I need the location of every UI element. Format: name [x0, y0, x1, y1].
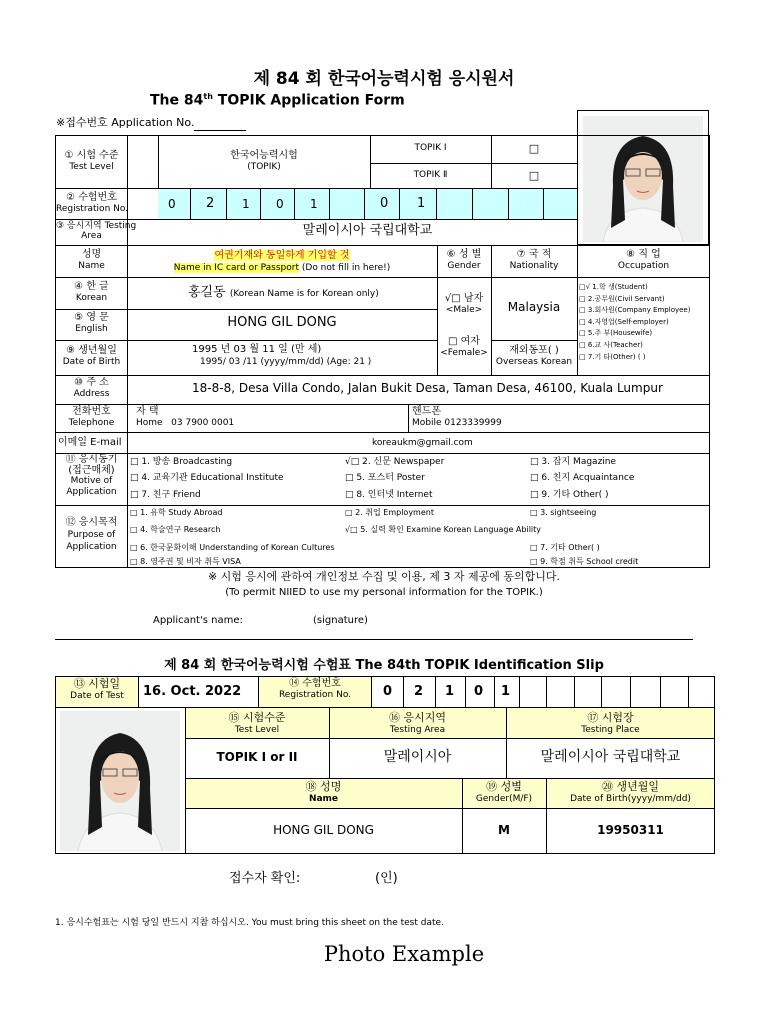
slip-name-value: HONG GIL DONG	[273, 823, 374, 837]
slip-registration-label: ⑭ 수험번호 Registration No.	[278, 678, 352, 700]
slip-level-label: ⑮ 시험수준 Test Level	[228, 711, 286, 735]
dob-label: ⑨ 생년월일 Date of Birth	[62, 345, 121, 367]
slip-gender-label: ⑲ 성별 Gender(M/F)	[475, 780, 533, 804]
purpose-option[interactable]: □ 9. 학점 취득 School credit	[530, 557, 639, 566]
test-level-label: ① 시험 수준 Test Level	[64, 150, 119, 172]
date-of-test-label: ⑬ 시험일 Date of Test	[70, 677, 124, 701]
slip-reg-digit: 2	[414, 684, 424, 699]
application-no-line	[194, 130, 246, 131]
registration-label: ② 수험번호 Registration No.	[56, 192, 129, 214]
slip-dob-value: 19950311	[597, 823, 664, 837]
slip-reg-digit: 0	[383, 684, 393, 699]
slip-place-value: 말레이시아 국립대학교	[540, 749, 681, 765]
divider	[55, 639, 693, 640]
purpose-option[interactable]: □ 7. 기타 Other( )	[530, 543, 600, 552]
name-label: 성명 Name	[78, 249, 105, 271]
purpose-option[interactable]: □ 1. 유학 Study Abroad	[130, 508, 223, 517]
slip-title: 제 84 회 한국어능력시험 수험표 The 84th TOPIK Identification Slip	[164, 658, 604, 673]
test-name: 한국어능력시험 (TOPIK)	[230, 150, 298, 172]
occupation-option[interactable]: □ 7.기 타(Other) ( )	[579, 352, 646, 361]
application-no-label: ※접수번호 Application No.	[56, 116, 195, 129]
purpose-option[interactable]: □ 8. 영주권 및 비자 취득 VISA	[130, 557, 241, 566]
slip-place-label: ⑰ 시험장 Testing Place	[581, 711, 640, 735]
reg-digit: 0	[168, 197, 176, 211]
motive-option[interactable]: □ 6. 친지 Acquaintance	[530, 473, 635, 483]
testing-area-label: ③ 응시지역 Testing Area	[56, 221, 137, 242]
purpose-option[interactable]: □ 4. 학술연구 Research	[130, 525, 221, 534]
date-of-test-value: 16. Oct. 2022	[143, 684, 242, 699]
slip-reg-digit: 1	[501, 684, 511, 699]
slip-area-label: ⑯ 응시지역 Testing Area	[388, 711, 446, 735]
home-phone: 자 택 Home 03 7900 0001	[136, 406, 235, 428]
topik2-label: TOPIK Ⅱ	[413, 170, 448, 180]
motive-option[interactable]: □ 5. 포스터 Poster	[345, 473, 425, 483]
slip-photo	[60, 711, 180, 851]
slip-reg-digit: 0	[474, 684, 484, 699]
reg-digit: 1	[242, 197, 250, 211]
slip-level-value: TOPIK I or II	[216, 750, 298, 764]
slip-dob-label: ⑳ 생년월일 Date of Birth(yyyy/mm/dd)	[570, 780, 691, 804]
email-value: koreaukm@gmail.com	[372, 438, 473, 448]
purpose-label: ⑫ 응시목적 Purpose of Application	[65, 517, 118, 552]
nationality-label: ⑦ 국 적 Nationality	[509, 249, 559, 271]
gender-label: ⑥ 성 별 Gender	[446, 249, 482, 271]
mobile-phone: 핸드폰 Mobile 0123339999	[412, 406, 502, 428]
slip-area-value: 말레이시아	[383, 749, 452, 765]
occupation-option[interactable]: □ 3.회사원(Company Employee)	[579, 306, 691, 315]
reg-digit: 2	[206, 196, 215, 211]
topik2-checkbox[interactable]: □	[528, 169, 540, 182]
consent-english: (To permit NIIED to use my personal information for the TOPIK.)	[225, 587, 543, 598]
form-title-korean: 제 84 회 한국어능력시험 응시원서	[253, 69, 515, 89]
signature-label[interactable]: (signature)	[313, 615, 368, 626]
english-name-value: HONG GIL DONG	[227, 315, 337, 330]
slip-name-label: ⑱ 성명 Name	[305, 780, 342, 804]
slip-reg-digit: 1	[445, 684, 455, 699]
motive-option[interactable]: □ 3. 잡지 Magazine	[530, 457, 617, 467]
gender-female[interactable]: □ 여자 <Female>	[440, 336, 488, 358]
purpose-option[interactable]: □ 3. sightseeing	[530, 508, 597, 517]
purpose-option[interactable]: √□ 5. 실력 확인 Examine Korean Language Ability	[345, 525, 542, 534]
slip-gender-value: M	[498, 823, 510, 837]
topik1-checkbox[interactable]: □	[528, 142, 540, 155]
occupation-list	[579, 282, 690, 363]
reg-digit: 1	[417, 196, 426, 211]
overseas-korean[interactable]: 재외동포( ) Overseas Korean	[495, 345, 573, 367]
motive-label: ⑪ 응시동기 (접근매체) Motive of Application	[65, 454, 118, 497]
occupation-option[interactable]: □ 6.교 사(Teacher)	[579, 340, 643, 349]
testing-area-value: 말레이시아 국립대학교	[302, 223, 433, 238]
applicant-name-label: Applicant's name:	[153, 615, 243, 626]
motive-option[interactable]: □ 8. 인터넷 Internet	[345, 490, 433, 500]
topik1-label: TOPIK Ⅰ	[414, 143, 447, 153]
motive-option[interactable]: □ 1. 방송 Broadcasting	[130, 457, 233, 467]
motive-option[interactable]: □ 9. 기타 Other( )	[530, 490, 609, 500]
reg-digit: 0	[380, 196, 389, 211]
motive-option[interactable]: □ 4. 교육기관 Educational Institute	[130, 473, 284, 483]
consent-korean: ※ 시험 응시에 관하여 개인정보 수집 및 이용, 제 3 자 제공에 동의합니다.	[207, 570, 561, 583]
reg-digit: 0	[276, 197, 284, 211]
caption: Photo Example	[323, 942, 485, 966]
nationality-value: Malaysia	[507, 300, 561, 314]
english-name-label: ⑤ 영 문 English	[74, 312, 109, 334]
korean-name-value: 홍길동 (Korean Name is for Korean only)	[188, 285, 379, 300]
motive-option[interactable]: √□ 2. 신문 Newspaper	[345, 457, 445, 467]
occupation-option[interactable]: □ 2.공무원(Civil Servant)	[579, 294, 665, 303]
name-instruction: 여권기재와 동일하게 기입할 것 Name in IC card or Passport (Do not fill in here!)	[173, 250, 391, 273]
receipt-seal: (인)	[375, 871, 398, 886]
purpose-option[interactable]: □ 6. 한국문화이해 Understanding of Korean Cultures	[130, 543, 335, 552]
registration-cells	[158, 189, 577, 219]
occupation-option[interactable]: □√ 1.학 생(Student)	[579, 283, 648, 291]
address-label: ⑩ 주 소 Address	[73, 377, 110, 399]
motive-option[interactable]: □ 7. 친구 Friend	[130, 490, 201, 500]
address-value: 18-8-8, Desa Villa Condo, Jalan Bukit Desa, Taman Desa, 46100, Kuala Lumpur	[192, 381, 663, 395]
telephone-label: 전화번호 Telephone	[68, 406, 115, 428]
dob-line-1: 1995 년 03 월 11 일 (만 세)	[192, 344, 322, 355]
gender-male[interactable]: √□ 남자 <Male>	[444, 293, 484, 315]
form-title-english: The 84th TOPIK Application Form	[150, 92, 405, 109]
footnote: 1. 응시수험표는 시험 당일 반드시 지참 하십시오. You must bring this sheet on the test date.	[55, 918, 444, 928]
occupation-label: ⑧ 직 업 Occupation	[617, 249, 670, 271]
occupation-option[interactable]: □ 5.주 부(Housewife)	[579, 329, 653, 338]
email-label: 이메일 E-mail	[58, 437, 122, 448]
korean-name-label: ④ 한 글 Korean	[74, 281, 109, 303]
dob-line-2: 1995/ 03 /11 (yyyy/mm/dd) (Age: 21 )	[200, 357, 372, 367]
purpose-option[interactable]: □ 2. 취업 Employment	[345, 508, 434, 517]
occupation-option[interactable]: □ 4.자영업(Self-employer)	[579, 317, 669, 326]
reg-digit: 1	[310, 197, 318, 211]
receipt-confirm-label: 접수자 확인:	[229, 871, 301, 886]
